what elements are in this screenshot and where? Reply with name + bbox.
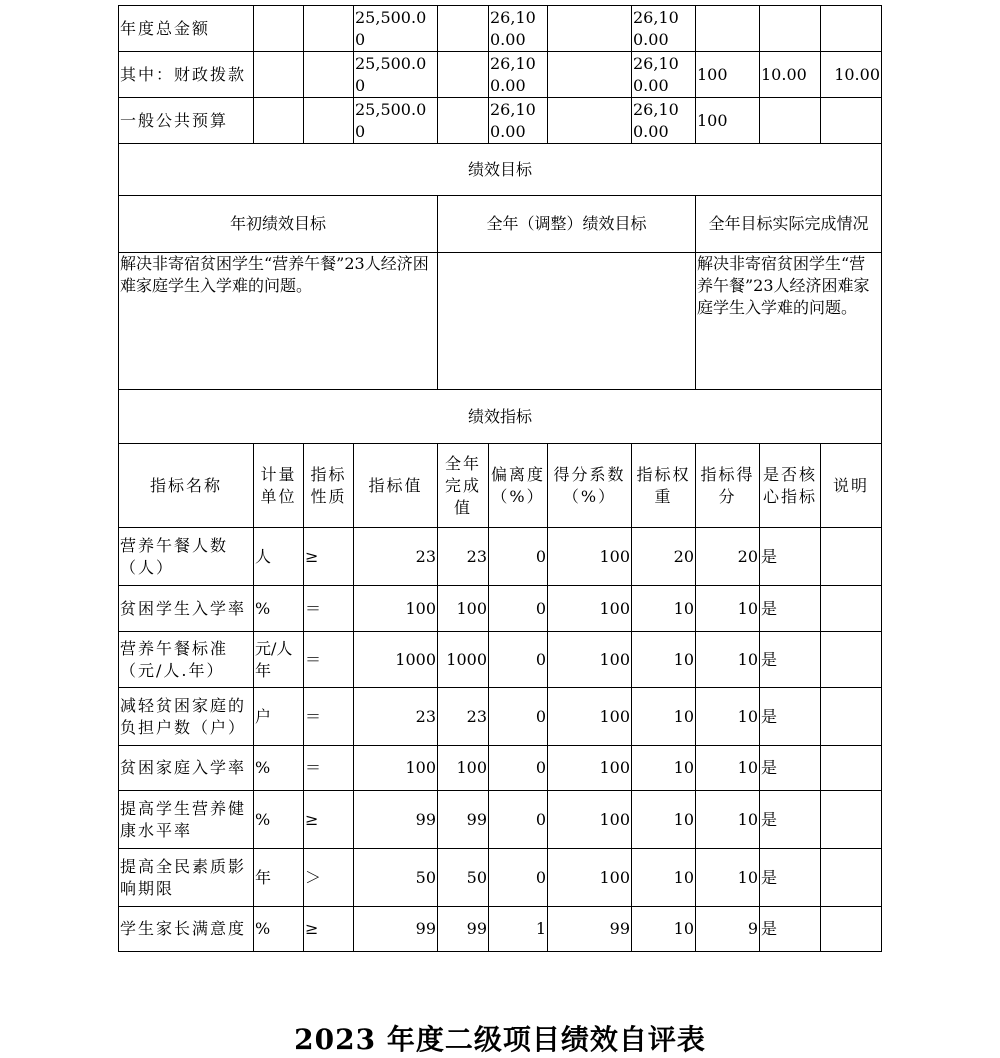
- indicator-cell-op: ≥: [304, 528, 354, 586]
- funding-cell-initial-budget: 25,500.00: [354, 98, 438, 144]
- funding-cell-adjusted-budget: 26,100.00: [489, 52, 548, 98]
- indicator-header-cell: 指标名称: [119, 444, 254, 528]
- initial-goal-text: 解决非寄宿贫困学生“营养午餐”23人经济困难家庭学生入学难的问题。: [119, 253, 438, 390]
- actual-goal-text: 解决非寄宿贫困学生“营养午餐”23人经济困难家庭学生入学难的问题。: [696, 253, 882, 390]
- indicator-header-cell: 指标性质: [304, 444, 354, 528]
- indicator-cell-actual: 23: [438, 528, 489, 586]
- indicator-cell-core: 是: [760, 528, 821, 586]
- indicator-cell-score: 10: [696, 632, 760, 688]
- indicator-cell-target: 99: [354, 791, 438, 849]
- indicator-cell-weight: 10: [632, 849, 696, 907]
- funding-cell-c5: [438, 52, 489, 98]
- indicator-cell-deviation: 1: [489, 907, 548, 952]
- indicator-cell-coef: 100: [548, 528, 632, 586]
- indicator-cell-unit: %: [254, 791, 304, 849]
- indicator-cell-weight: 10: [632, 907, 696, 952]
- indicator-cell-weight: 10: [632, 688, 696, 746]
- funding-cell-rate: [696, 6, 760, 52]
- indicator-header-cell: 指标权重: [632, 444, 696, 528]
- funding-cell-c3: [304, 52, 354, 98]
- indicator-cell-core: 是: [760, 791, 821, 849]
- adjusted-goal-text: [438, 253, 696, 390]
- indicator-cell-coef: 100: [548, 586, 632, 632]
- funding-cell-c5: [438, 98, 489, 144]
- indicator-cell-op: ＝: [304, 632, 354, 688]
- indicator-cell-op: ＞: [304, 849, 354, 907]
- funding-cell-c7: [548, 6, 632, 52]
- indicator-header-cell: 指标值: [354, 444, 438, 528]
- indicator-cell-note: [821, 528, 882, 586]
- indicator-cell-score: 9: [696, 907, 760, 952]
- indicator-cell-deviation: 0: [489, 849, 548, 907]
- funding-cell-label: 其中：财政拨款: [119, 52, 254, 98]
- indicator-header-cell: 指标得分: [696, 444, 760, 528]
- indicator-header-cell: 计量单位: [254, 444, 304, 528]
- indicator-cell-note: [821, 791, 882, 849]
- indicator-cell-unit: 人: [254, 528, 304, 586]
- next-table-title: 2023 年度二级项目绩效自评表: [294, 1023, 706, 1056]
- indicator-cell-name: 营养午餐人数（人）: [119, 528, 254, 586]
- indicator-cell-weight: 10: [632, 791, 696, 849]
- indicator-cell-coef: 100: [548, 688, 632, 746]
- indicator-header-cell: 全年完成值: [438, 444, 489, 528]
- indicator-header-cell: 说明: [821, 444, 882, 528]
- indicator-cell-unit: 元/人年: [254, 632, 304, 688]
- indicator-cell-deviation: 0: [489, 746, 548, 791]
- funding-cell-score: 10.00: [821, 52, 882, 98]
- indicator-cell-coef: 100: [548, 632, 632, 688]
- indicator-cell-target: 23: [354, 528, 438, 586]
- funding-cell-rate: 100: [696, 98, 760, 144]
- indicator-cell-name: 提高学生营养健康水平率: [119, 791, 254, 849]
- indicator-row: [119, 746, 882, 791]
- funding-cell-adjusted-budget: 26,100.00: [489, 6, 548, 52]
- indicator-cell-op: ≥: [304, 791, 354, 849]
- funding-cell-adjusted-budget: 26,100.00: [489, 98, 548, 144]
- indicator-cell-coef: 100: [548, 746, 632, 791]
- indicator-cell-actual: 99: [438, 791, 489, 849]
- indicator-cell-score: 10: [696, 688, 760, 746]
- indicator-row: [119, 586, 882, 632]
- indicators-section-title: 绩效指标: [119, 390, 882, 444]
- indicator-header-cell: 偏离度（%）: [489, 444, 548, 528]
- indicator-row: [119, 688, 882, 746]
- indicator-cell-deviation: 0: [489, 632, 548, 688]
- indicator-cell-weight: 10: [632, 746, 696, 791]
- indicator-cell-target: 1000: [354, 632, 438, 688]
- indicator-cell-score: 10: [696, 791, 760, 849]
- indicator-cell-op: ＝: [304, 688, 354, 746]
- indicator-cell-core: 是: [760, 907, 821, 952]
- indicator-cell-score: 10: [696, 586, 760, 632]
- indicator-cell-target: 50: [354, 849, 438, 907]
- funding-cell-c3: [304, 98, 354, 144]
- indicator-cell-actual: 99: [438, 907, 489, 952]
- indicator-header-cell: 得分系数（%）: [548, 444, 632, 528]
- indicator-cell-core: 是: [760, 586, 821, 632]
- indicator-cell-note: [821, 849, 882, 907]
- indicator-cell-deviation: 0: [489, 586, 548, 632]
- indicator-cell-name: 学生家长满意度: [119, 907, 254, 952]
- indicator-cell-target: 100: [354, 586, 438, 632]
- indicator-cell-actual: 23: [438, 688, 489, 746]
- funding-row: [119, 52, 882, 98]
- funding-cell-label: 一般公共预算: [119, 98, 254, 144]
- indicator-cell-core: 是: [760, 746, 821, 791]
- indicator-row: [119, 907, 882, 952]
- indicator-cell-coef: 100: [548, 849, 632, 907]
- funding-cell-initial-budget: 25,500.00: [354, 52, 438, 98]
- indicator-cell-deviation: 0: [489, 791, 548, 849]
- funding-cell-score-weight: 10.00: [760, 52, 821, 98]
- funding-cell-rate: 100: [696, 52, 760, 98]
- indicator-cell-note: [821, 746, 882, 791]
- indicator-cell-core: 是: [760, 849, 821, 907]
- goals-section-title: 绩效目标: [119, 144, 882, 196]
- funding-cell-executed: 26,100.00: [632, 52, 696, 98]
- indicator-cell-core: 是: [760, 688, 821, 746]
- indicator-cell-unit: %: [254, 746, 304, 791]
- indicator-header-cell: 是否核心指标: [760, 444, 821, 528]
- funding-cell-score-weight: [760, 98, 821, 144]
- indicator-cell-note: [821, 907, 882, 952]
- funding-row: [119, 98, 882, 144]
- funding-cell-label: 年度总金额: [119, 6, 254, 52]
- indicator-cell-actual: 100: [438, 746, 489, 791]
- indicator-cell-unit: 户: [254, 688, 304, 746]
- indicator-cell-name: 减轻贫困家庭的负担户数（户）: [119, 688, 254, 746]
- indicator-cell-score: 10: [696, 849, 760, 907]
- indicator-cell-unit: %: [254, 586, 304, 632]
- indicator-cell-coef: 99: [548, 907, 632, 952]
- funding-cell-score: [821, 6, 882, 52]
- indicator-header-row: [119, 444, 882, 528]
- indicator-cell-target: 100: [354, 746, 438, 791]
- funding-cell-c7: [548, 52, 632, 98]
- indicator-cell-name: 贫困家庭入学率: [119, 746, 254, 791]
- funding-cell-score: [821, 98, 882, 144]
- indicators-section: [119, 444, 882, 952]
- funding-cell-score-weight: [760, 6, 821, 52]
- indicator-cell-deviation: 0: [489, 688, 548, 746]
- indicator-cell-note: [821, 632, 882, 688]
- funding-cell-c2: [254, 98, 304, 144]
- indicator-cell-unit: 年: [254, 849, 304, 907]
- funding-cell-c7: [548, 98, 632, 144]
- evaluation-table: [118, 5, 882, 952]
- indicator-cell-coef: 100: [548, 791, 632, 849]
- funding-cell-c5: [438, 6, 489, 52]
- indicator-cell-note: [821, 586, 882, 632]
- funding-cell-c3: [304, 6, 354, 52]
- indicator-cell-weight: 10: [632, 632, 696, 688]
- funding-cell-executed: 26,100.00: [632, 98, 696, 144]
- indicator-cell-score: 20: [696, 528, 760, 586]
- funding-section: [119, 6, 882, 144]
- indicator-cell-score: 10: [696, 746, 760, 791]
- indicator-cell-name: 营养午餐标准（元/人.年）: [119, 632, 254, 688]
- indicator-cell-name: 提高全民素质影响期限: [119, 849, 254, 907]
- indicator-cell-actual: 1000: [438, 632, 489, 688]
- indicator-cell-target: 23: [354, 688, 438, 746]
- indicator-cell-actual: 100: [438, 586, 489, 632]
- indicator-cell-weight: 20: [632, 528, 696, 586]
- indicator-row: [119, 849, 882, 907]
- funding-row: [119, 6, 882, 52]
- indicator-cell-target: 99: [354, 907, 438, 952]
- indicator-cell-unit: %: [254, 907, 304, 952]
- indicator-cell-op: ＝: [304, 586, 354, 632]
- indicator-cell-core: 是: [760, 632, 821, 688]
- indicator-row: [119, 528, 882, 586]
- indicator-cell-op: ≥: [304, 907, 354, 952]
- indicator-cell-deviation: 0: [489, 528, 548, 586]
- funding-cell-c2: [254, 52, 304, 98]
- indicator-cell-note: [821, 688, 882, 746]
- indicator-cell-name: 贫困学生入学率: [119, 586, 254, 632]
- indicator-cell-op: ＝: [304, 746, 354, 791]
- funding-cell-initial-budget: 25,500.00: [354, 6, 438, 52]
- indicator-row: [119, 791, 882, 849]
- initial-goal-header: 年初绩效目标: [119, 196, 438, 253]
- funding-cell-executed: 26,100.00: [632, 6, 696, 52]
- goals-section: [119, 144, 882, 444]
- indicator-cell-weight: 10: [632, 586, 696, 632]
- actual-goal-header: 全年目标实际完成情况: [696, 196, 882, 253]
- funding-cell-c2: [254, 6, 304, 52]
- adjusted-goal-header: 全年（调整）绩效目标: [438, 196, 696, 253]
- indicator-row: [119, 632, 882, 688]
- indicator-cell-actual: 50: [438, 849, 489, 907]
